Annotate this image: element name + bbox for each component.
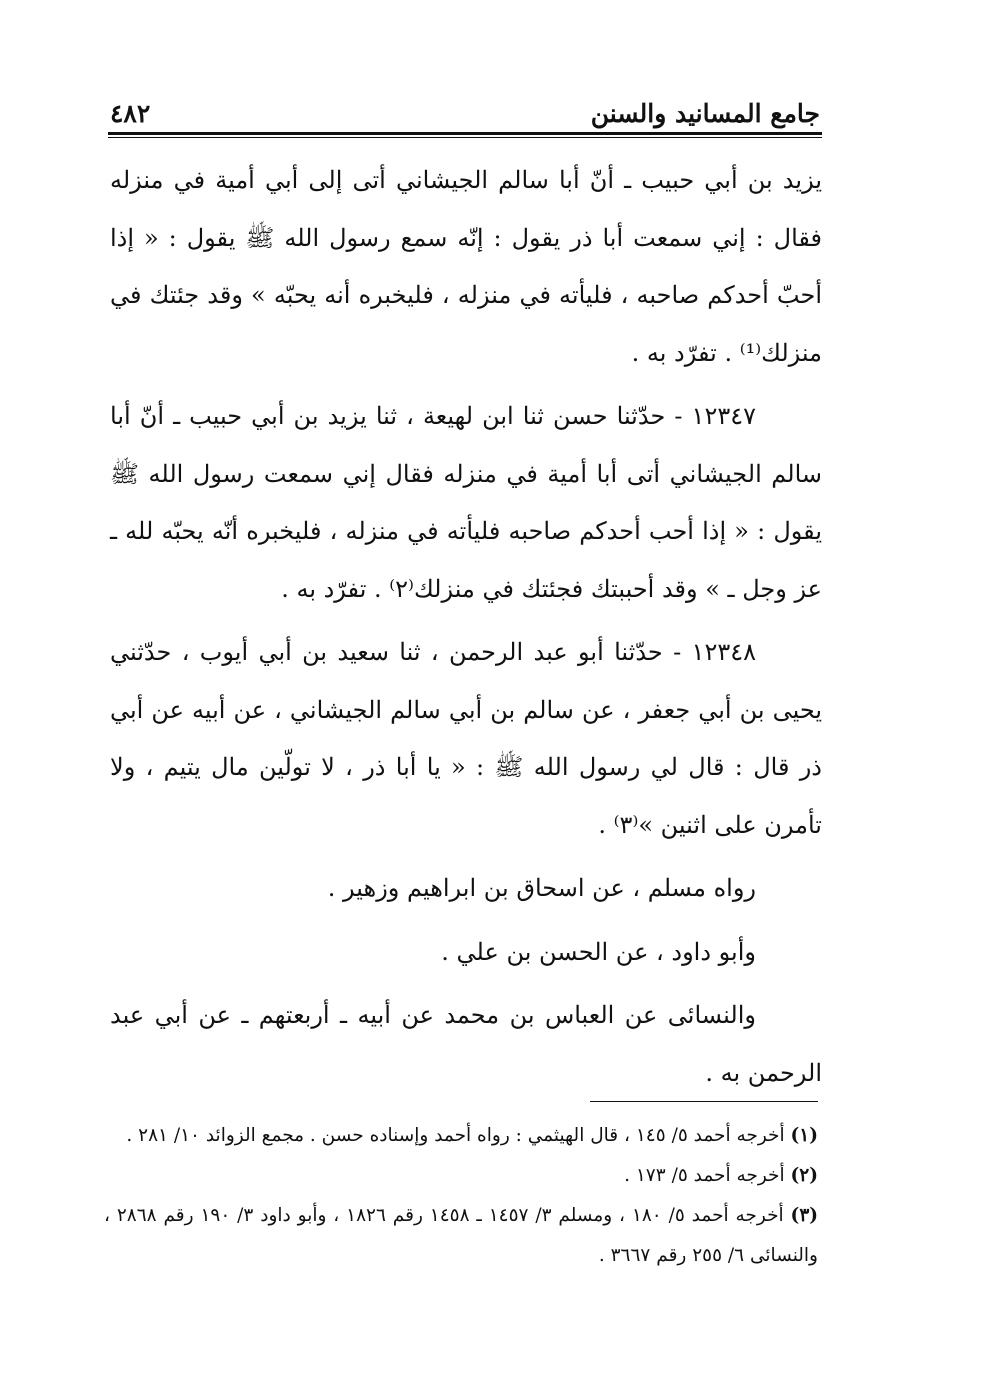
- footnote-1-number: (١): [790, 1125, 818, 1146]
- hadith-12347: ١٢٣٤٧ - حدّثنا حسن ثنا ابن لهيعة ، ثنا يزيد بن أبي حبيب ـ أنّ أبا سالم الجيشاني أتى أبا أمية في منزله فقال إني سمعت رسول الله ﷺ يقول : « إذا أحب أحدكم صاحبه فليأته في منزله ، فليخبره أنّه يحبّه لله ـ عز وجل ـ » وقد أحببتك فجئتك في منزلك⁽٢⁾ . تفرّد به .: [110, 402, 822, 603]
- header-rule-thin: [108, 137, 822, 138]
- takhrij-muslim: رواه مسلم ، عن اسحاق بن ابراهيم وزهير .: [327, 874, 756, 902]
- running-header: [110, 88, 820, 128]
- footnote-3-number: (٣): [790, 1205, 819, 1226]
- main-text: [110, 152, 822, 1102]
- footnote-2-number: (٢): [790, 1165, 818, 1186]
- footnote-2: [104, 1156, 818, 1196]
- footnote-1-text: أخرجه أحمد ٥/ ١٤٥ ، قال الهيثمي : رواه أحمد وإسناده حسن . مجمع الزوائد ١٠/ ٢٨١ .: [126, 1125, 785, 1146]
- footnote-2-text: أخرجه أحمد ٥/ ١٧٣ .: [624, 1165, 785, 1186]
- footnote-3: [104, 1196, 818, 1276]
- footnotes: [104, 1116, 818, 1276]
- page-number: ٤٨٢: [110, 99, 151, 128]
- footnote-1: [104, 1116, 818, 1156]
- hadith-12348: ١٢٣٤٨ - حدّثنا أبو عبد الرحمن ، ثنا سعيد بن أبي أيوب ، حدّثني يحيى بن أبي جعفر ، عن سالم بن أبي سالم الجيشاني ، عن أبيه عن أبي ذر قال : قال لي رسول الله ﷺ : « يا أبا ذر ، لا تولّين مال يتيم ، ولا تأمرن على اثنين »⁽٣⁾ .: [110, 638, 822, 839]
- takhrij-nasai: والنسائى عن العباس بن محمد عن أبيه ـ أربعتهم ـ عن أبي عبد الرحمن به .: [110, 1001, 822, 1087]
- header-rule-thick: [108, 132, 822, 135]
- book-title: جامع المسانيد والسنن: [590, 99, 820, 128]
- footnote-separator: [590, 1101, 818, 1102]
- takhrij-abu-dawud: وأبو داود ، عن الحسن بن علي .: [441, 937, 756, 966]
- footnote-3-text: أخرجه أحمد ٥/ ١٨٠ ، ومسلم ٣/ ١٤٥٧ ـ ١٤٥٨ رقم ١٨٢٦ ، وأبو داود ٣/ ١٩٠ رقم ٢٨٦٨ ، والنسائى ٦/ ٢٥٥ رقم ٣٦٦٧ .: [104, 1205, 818, 1266]
- paragraph-continuation: يزيد بن أبي حبيب ـ أنّ أبا سالم الجيشاني أتى إلى أبي أمية في منزله فقال : إني سمعت أبا ذر يقول : إنّه سمع رسول الله ﷺ يقول : « إذا أحبّ أحدكم صاحبه ، فليأته في منزله ، فليخبره أنه يحبّه » وقد جئتك في منزلك⁽¹⁾ . تفرّد به .: [110, 166, 822, 367]
